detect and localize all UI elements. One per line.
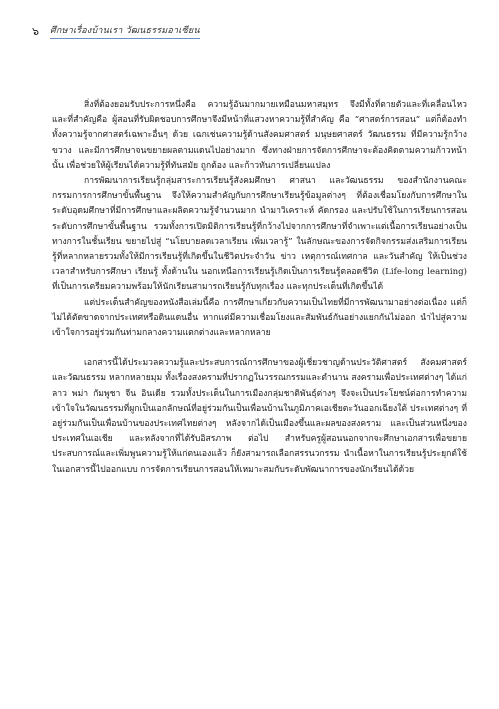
- paragraph-3: แต่ประเด็นสำคัญของหนังสือเล่มนี้คือ การศึกษาเกี่ยวกับความเป็นไทยที่มีการพัฒนามาอย่างต่อเนื่อง แต่ก็ไม่ได้ตัดขาดจากประเทศหรือดินแดนอื่น หากแต่มีความเชื่อมโยงและสัมพันธ์กันอย่างแยกกันไม่ออก นำไปสู่ความเข้าใจการอยู่ร่วมกันท่ามกลางความแตกต่างและหลากหลาย: [52, 297, 467, 339]
- body-text: [52, 98, 467, 478]
- paragraph-2: การพัฒนาการเรียนรู้กลุ่มสาระการเรียนรู้สังคมศึกษา ศาสนา และวัฒนธรรม ของสำนักงานคณะกรรมการการศึกษาขั้นพื้นฐาน จึงให้ความสำคัญกับการศึกษาเรียนรู้ข้อมูลต่างๆ ที่ต้องเชื่อมโยงกับการศึกษาในระดับอุดมศึกษาที่มีการศึกษาและผลิตความรู้จำนวนมาก นำมาวิเคราะห์ คัดกรอง และปรับใช้ในการเรียนการสอนระดับการศึกษาขั้นพื้นฐาน รวมทั้งการเปิดมิติการเรียนรู้ที่กว้างไปจากการศึกษาที่จำเพาะแต่เนื้อการเรียนอย่างเป็นทางการในชั้นเรียน ขยายไปสู่ “นโยบายลดเวลาเรียน เพิ่มเวลารู้” ในลักษณะของการจัดกิจกรรมส่งเสริมการเรียนรู้ที่หลากหลายรวมทั้งให้มีการเรียนรู้ที่เกิดขึ้นในชีวิตประจำวัน ข่าว เหตุการณ์เทศกาล และวันสำคัญ ให้เป็นช่วงเวลาสำหรับการศึกษา เรียนรู้ ทั้งด้านใน นอกเหนือการเรียนรู้เกิดเป็นการเรียนรู้ตลอดชีวิต (Life-long learning) ที่เป็นการเตรียมความพร้อมให้นักเรียนสามารถเรียนรู้กับทุกเรื่อง และทุกประเด็นที่เกิดขึ้นได้: [52, 176, 467, 293]
- paragraph-1: สิ่งที่ต้องยอมรับประการหนึ่งคือ ความรู้อันมากมายเหมือนมหาสมุทร จึงมีทั้งที่ตายตัวและที่เคลื่อนไหว และที่สำคัญคือ ผู้สอนที่รับผิดชอบการศึกษาจึงมีหน้าที่แสวงหาความรู้ที่สำคัญ คือ “ศาสตร์การสอน” แต่ก็ต้องทำทั้งความรู้จากศาสตร์เฉพาะอื่นๆ ด้วย เฉกเช่นความรู้ด้านสังคมศาสตร์ มนุษยศาสตร์ วัฒนธรรม ที่มีความรู้กว้างขวาง และมีการศึกษาจนขยายผลตามแดนไปอย่างมาก ซึ่งทางฝ่ายการจัดการศึกษาจะต้องคิดตามความก้าวหน้านั้น เพื่อช่วยให้ผู้เรียนได้ความรู้ที่ทันสมัย ถูกต้อง และก้าวทันการเปลี่ยนแปลง: [52, 100, 467, 171]
- page-header: [32, 20, 200, 42]
- running-title: ศึกษาเรื่องบ้านเรา วัฒนธรรมอาเซียน: [50, 23, 200, 39]
- page-number: ๖: [32, 25, 39, 38]
- paragraph-4: เอกสารนี้ได้ประมวลความรู้และประสบการณ์การศึกษาของผู้เชี่ยวชาญด้านประวัติศาสตร์ สังคมศาสตร์ และวัฒนธรรม หลากหลายมุม ทั้งเรื่องสงครามที่ปรากฏในวรรณกรรมและตำนาน สงครามเพื่อประเทศต่างๆ ได้แก่ ลาว พม่า กัมพูชา จีน อินเดีย รวมทั้งประเด็นในการเมืองกลุ่มชาติพันธุ์ต่างๆ จึงจะเป็นประโยชน์ต่อการทำความเข้าใจในวัฒนธรรมที่ผูกเป็นเอกลักษณ์ที่อยู่ร่วมกันเป็นเพื่อนบ้านในภูมิภาคเอเชียตะวันออกเฉียงใต้ ประเทศต่างๆ ที่อยู่ร่วมกันเป็นเพื่อนบ้านของประเทศไทยต่างๆ หลังจากได้เป็นเมืองขึ้นและผลของสงคราม และเป็นส่วนหนึ่งของประเทศในเอเชีย และหลังจากที่ได้รับอิสรภาพ ต่อไป สำหรับครูผู้สอนนอกจากจะศึกษาเอกสารเพื่อขยายประสบการณ์และเพิ่มพูนความรู้ให้แก่ตนเองแล้ว ก็ยังสามารถเลือกสรรนวกรรม นำเนื้อหาในการเรียนรู้ประยุกต์ใช้ในเอกสารนี้ไปออกแบบ การจัดการเรียนการสอนให้เหมาะสมกับระดับพัฒนาการของนักเรียนได้ด้วย: [52, 358, 467, 475]
